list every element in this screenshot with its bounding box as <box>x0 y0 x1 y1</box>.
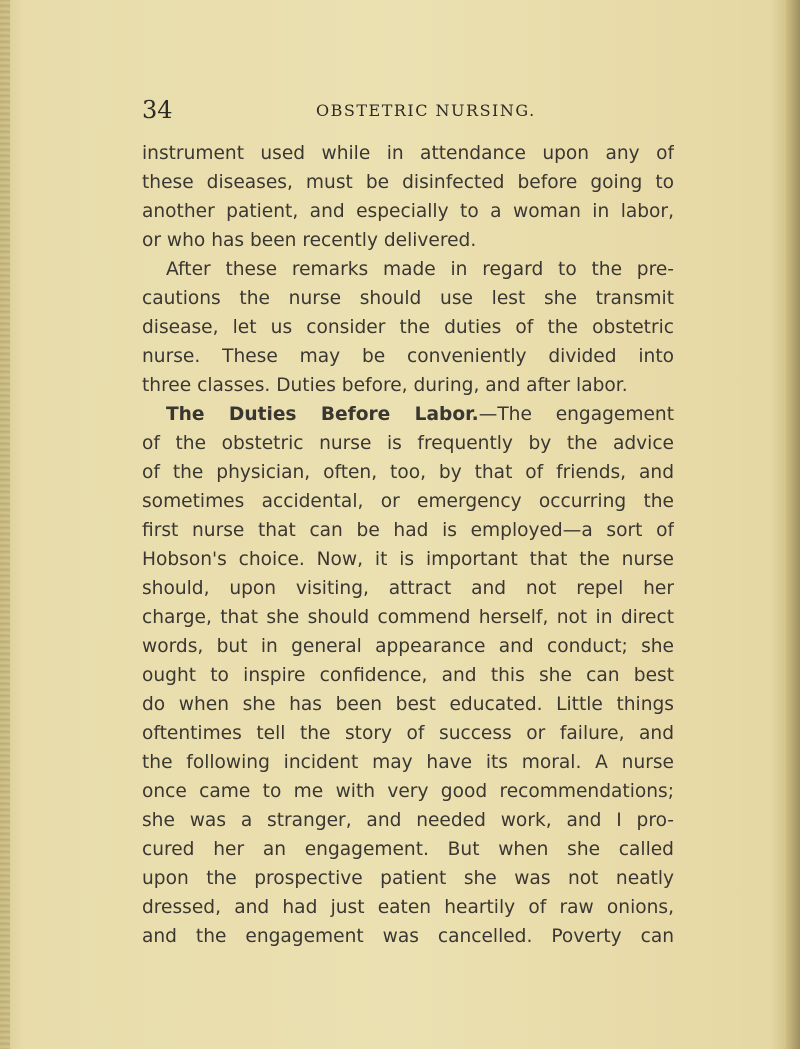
text-line: disease, let us consider the duties of the obstetric <box>142 317 674 338</box>
text-line: of the physician, often, too, by that of friends, and <box>142 462 674 483</box>
text-line: Hobson's choice. Now, it is important that the nurse <box>142 549 674 570</box>
page-fore-edge <box>786 0 800 1049</box>
text-line: After these remarks made in regard to the pre- <box>166 259 674 280</box>
text-line: should, upon visiting, attract and not repel her <box>142 578 674 599</box>
text-line: or who has been recently delivered. <box>142 230 477 251</box>
running-head <box>142 96 672 126</box>
page-binding-edge <box>0 0 10 1049</box>
text-line: sometimes accidental, or emergency occurring the <box>142 491 674 512</box>
text-line: oftentimes tell the story of success or failure, and <box>142 723 674 744</box>
text-line: upon the prospective patient she was not neatly <box>142 868 674 889</box>
text-line: nurse. These may be conveniently divided into <box>142 346 674 367</box>
body-text <box>142 139 674 951</box>
section-heading: The Duties Before Labor. <box>166 404 479 425</box>
text-line: three classes. Duties before, during, and after labor. <box>142 375 628 396</box>
text-line: and the engagement was cancelled. Poverty can <box>142 926 674 947</box>
text-line: words, but in general appearance and conduct; she <box>142 636 674 657</box>
text-line: —The engagement <box>478 404 674 425</box>
text-line: these diseases, must be disinfected before going to <box>142 172 674 193</box>
text-line: another patient, and especially to a woman in labor, <box>142 201 674 222</box>
text-line: of the obstetric nurse is frequently by the advice <box>142 433 674 454</box>
text-line: she was a stranger, and needed work, and I pro- <box>142 810 674 831</box>
text-line: cured her an engagement. But when she called <box>142 839 674 860</box>
text-line: charge, that she should commend herself, not in direct <box>142 607 674 628</box>
page-number: 34 <box>142 96 173 124</box>
text-line: cautions the nurse should use lest she transmit <box>142 288 674 309</box>
text-line: first nurse that can be had is employed—a sort of <box>142 520 674 541</box>
text-line: once came to me with very good recommendations; <box>142 781 674 802</box>
text-line: instrument used while in attendance upon any of <box>142 143 674 164</box>
text-line: ought to inspire confidence, and this she can best <box>142 665 674 686</box>
text-line-with-heading <box>142 400 674 429</box>
text-line: do when she has been best educated. Little things <box>142 694 674 715</box>
text-line: the following incident may have its moral. A nurse <box>142 752 674 773</box>
text-line: dressed, and had just eaten heartily of raw onions, <box>142 897 674 918</box>
running-title: OBSTETRIC NURSING. <box>316 101 536 120</box>
